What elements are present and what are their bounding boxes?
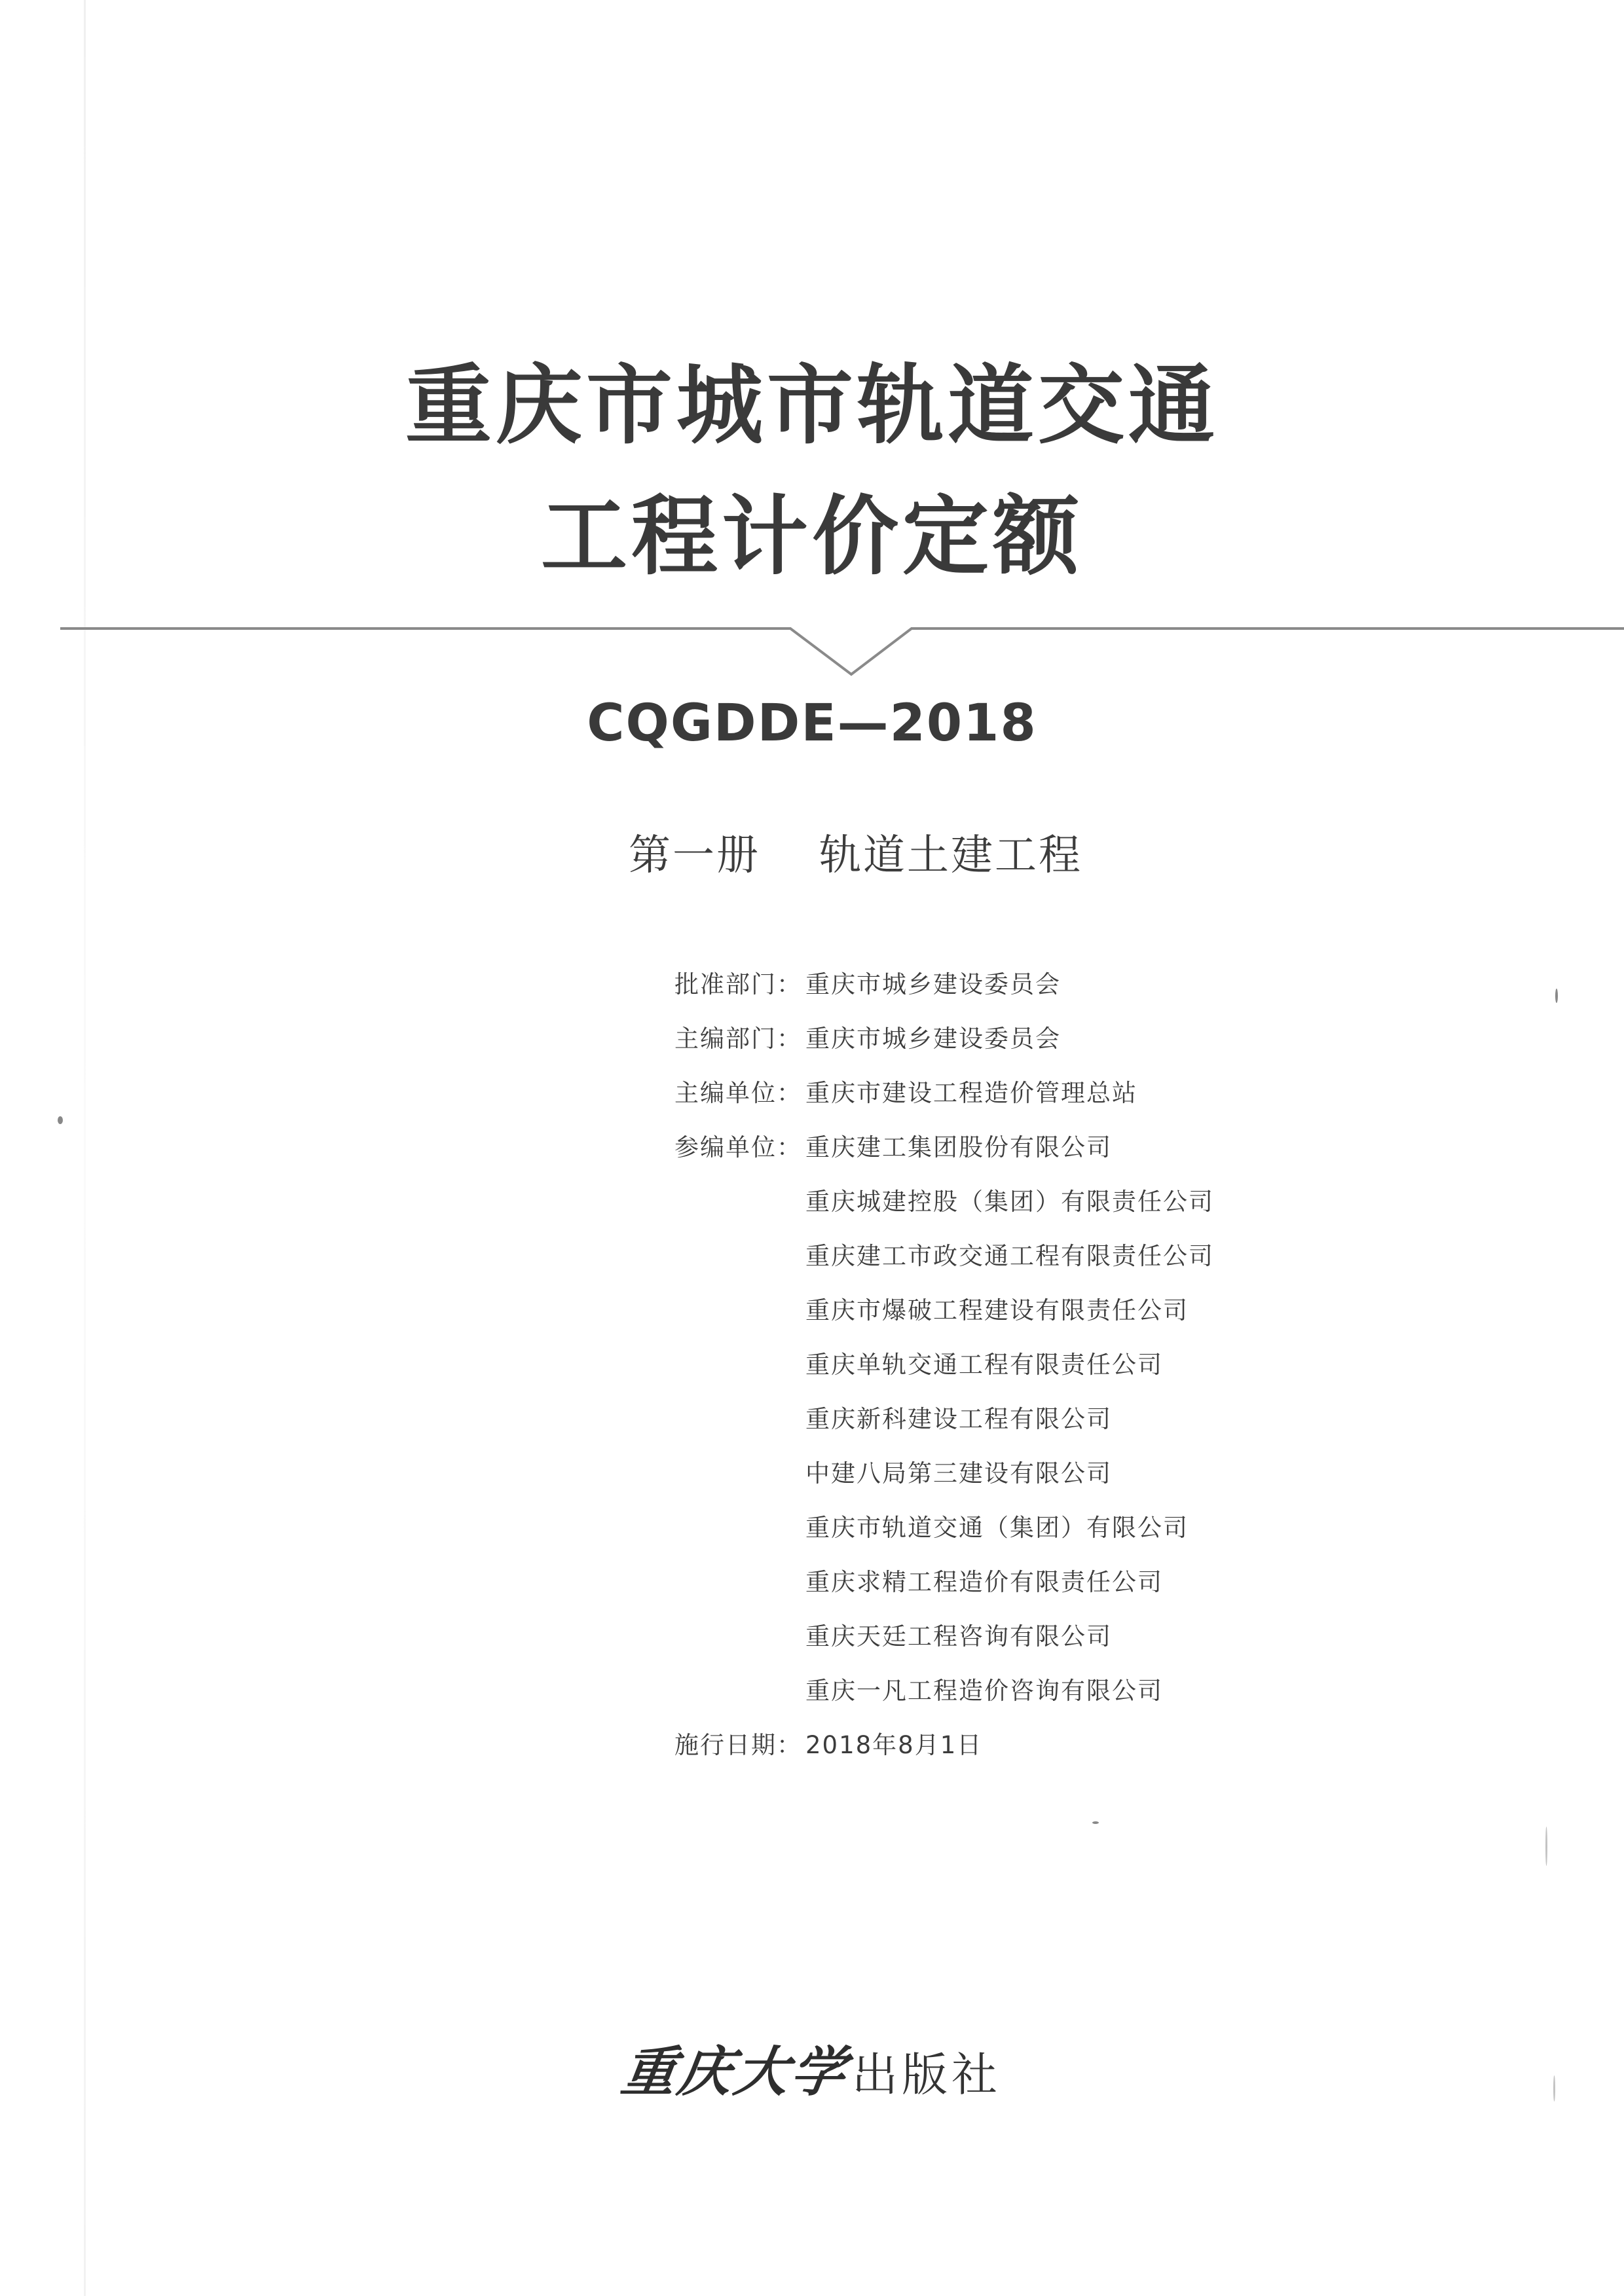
participants-label: 参编单位： <box>674 1133 802 1161</box>
participant-row <box>674 1609 1214 1664</box>
approval-value: 重庆市城乡建设委员会 <box>805 970 1061 998</box>
participant-item: 重庆市轨道交通（集团）有限公司 <box>805 1514 1189 1542</box>
chief-dept-value: 重庆市城乡建设委员会 <box>805 1025 1061 1053</box>
participant-row <box>674 1229 1214 1283</box>
scan-speck <box>1555 989 1558 1003</box>
scan-speck <box>1553 2075 1555 2102</box>
participant-item: 重庆新科建设工程有限公司 <box>805 1405 1112 1433</box>
chief-unit-value: 重庆市建设工程造价管理总站 <box>805 1079 1137 1107</box>
effective-date-label: 施行日期： <box>674 1731 802 1759</box>
participant-row <box>674 1120 1214 1175</box>
chief-dept-row <box>674 1011 1214 1066</box>
participant-item: 重庆求精工程造价有限责任公司 <box>805 1568 1163 1596</box>
approval-label: 批准部门： <box>674 970 802 998</box>
info-list <box>674 957 1214 1772</box>
participant-row <box>674 1555 1214 1609</box>
participant-row <box>674 1446 1214 1501</box>
chief-dept-label: 主编部门： <box>674 1025 802 1053</box>
publisher-imprint <box>0 2030 1624 2106</box>
effective-date-value: 2018年8月1日 <box>805 1731 983 1759</box>
divider-chevron <box>60 625 1624 684</box>
title-line-2: 工程计价定额 <box>541 486 1083 587</box>
participant-row <box>674 1283 1214 1338</box>
chief-unit-row <box>674 1066 1214 1120</box>
participant-item: 重庆建工市政交通工程有限责任公司 <box>805 1242 1214 1270</box>
participant-row <box>674 1664 1214 1718</box>
participant-item: 重庆建工集团股份有限公司 <box>805 1133 1112 1161</box>
participant-row <box>674 1392 1214 1446</box>
participant-row <box>674 1501 1214 1555</box>
participant-item: 中建八局第三建设有限公司 <box>805 1459 1112 1487</box>
participant-row <box>674 1338 1214 1392</box>
scan-speck <box>58 1116 63 1124</box>
participant-item: 重庆天廷工程咨询有限公司 <box>805 1622 1112 1650</box>
participant-item: 重庆市爆破工程建设有限责任公司 <box>805 1296 1189 1324</box>
scan-speck <box>1545 1827 1547 1866</box>
publisher-logo: 重庆大学 <box>618 2041 852 2104</box>
participant-item: 重庆一凡工程造价咨询有限公司 <box>805 1677 1163 1705</box>
approval-row <box>674 957 1214 1011</box>
participant-row <box>674 1175 1214 1229</box>
title-line-1: 重庆市城市轨道交通 <box>405 355 1219 456</box>
scan-speck <box>1092 1821 1099 1824</box>
participant-item: 重庆单轨交通工程有限责任公司 <box>805 1351 1163 1379</box>
standard-code: CQGDDE—2018 <box>587 694 1037 753</box>
publisher-suffix: 出版社 <box>852 2048 1001 2102</box>
volume-name: 轨道土建工程 <box>819 831 1082 880</box>
participant-item: 重庆城建控股（集团）有限责任公司 <box>805 1188 1214 1216</box>
chief-unit-label: 主编单位： <box>674 1079 802 1107</box>
effective-date-row <box>674 1718 1214 1772</box>
volume-number: 第一册 <box>629 831 760 880</box>
title-block <box>0 340 1624 602</box>
volume-title <box>629 822 1082 882</box>
